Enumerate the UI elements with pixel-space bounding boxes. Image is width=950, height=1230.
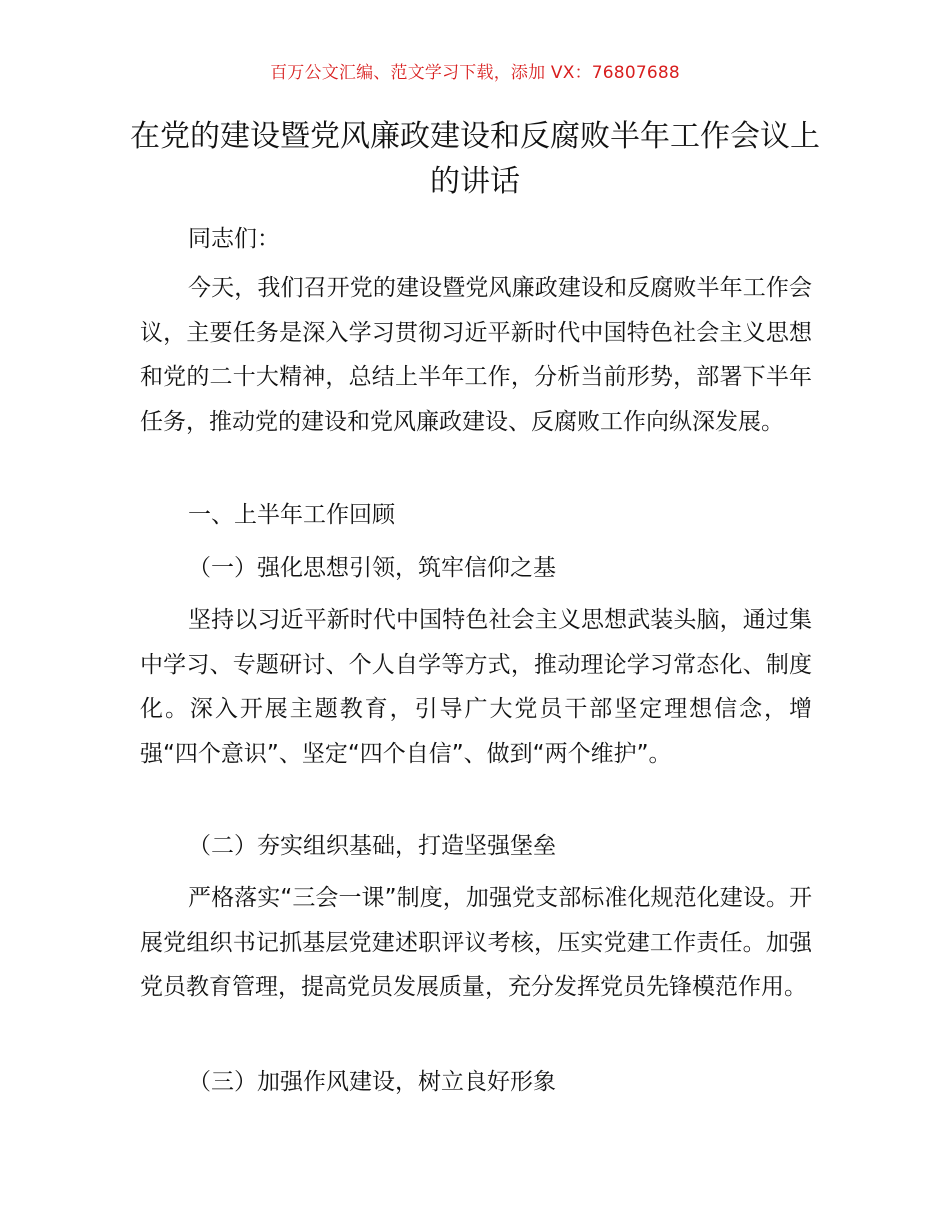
section-heading-1: 一、上半年工作回顾 [188, 502, 395, 528]
page-title: 在党的建设暨党风廉政建设和反腐败半年工作会议上的讲话 [130, 119, 820, 199]
intro-paragraph: 今天，我们召开党的建设暨党风廉政建设和反腐败半年工作会议，主要任务是深入学习贯彻习近平新时代中国特色社会主义思想和党的二十大精神，总结上半年工作，分析当前形势，部署下半年任务，推动党的建设和党风廉政建设、反腐败工作向纵深发展。 [140, 275, 812, 435]
subsection-paragraph-1: 坚持以习近平新时代中国特色社会主义思想武装头脑，通过集中学习、专题研讨、个人自学等方式，推动理论学习常态化、制度化。深入开展主题教育，引导广大党员干部坚定理想信念，增强“四个意识”、坚定“四个自信”、做到“两个维护”。 [140, 607, 812, 767]
header-watermark-note: 百万公文汇编、范文学习下载，添加 VX：76807688 [270, 63, 680, 83]
salutation: 同志们： [188, 226, 280, 252]
subsection-heading-1: （一）强化思想引领，筑牢信仰之基 [188, 555, 556, 581]
subsection-paragraph-2: 严格落实“三会一课”制度，加强党支部标准化规范化建设。开展党组织书记抓基层党建述职评议考核，压实党建工作责任。加强党员教育管理，提高党员发展质量，充分发挥党员先锋模范作用。 [140, 885, 812, 1000]
subsection-heading-2: （二）夯实组织基础，打造坚强堡垒 [188, 833, 556, 859]
subsection-heading-3: （三）加强作风建设，树立良好形象 [188, 1069, 556, 1095]
